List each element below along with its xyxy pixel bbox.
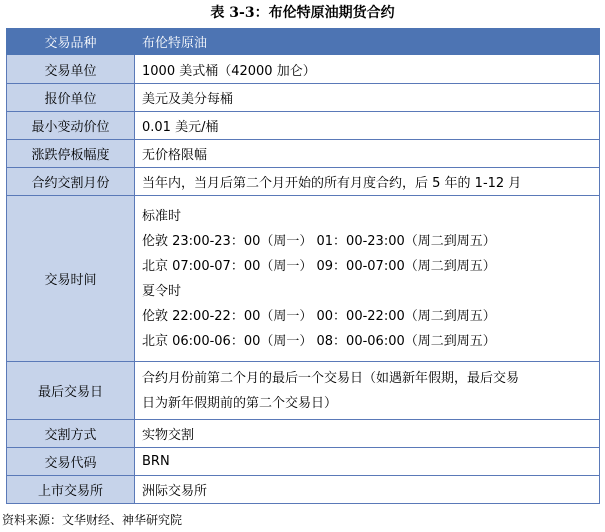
row-value: BRN bbox=[135, 448, 600, 476]
row-value: 美元及美分每桶 bbox=[135, 84, 600, 112]
row-label: 最后交易日 bbox=[7, 362, 135, 420]
row-label: 交易时间 bbox=[7, 196, 135, 362]
trading-hours-line: 北京 06:00-06：00（周一） 08：00-06:00（周二到周五） bbox=[142, 333, 496, 349]
contract-spec-table bbox=[6, 28, 600, 504]
last-trading-day-line: 合约月份前第二个月的最后一个交易日（如遇新年假期，最后交易 bbox=[142, 370, 520, 386]
table-row-exchange bbox=[7, 476, 600, 504]
row-value: 1000 美式桶（42000 加仑） bbox=[135, 55, 600, 84]
row-label: 交易代码 bbox=[7, 448, 135, 476]
row-value-multiline bbox=[135, 196, 600, 362]
trading-hours-line: 夏令时 bbox=[142, 283, 182, 299]
row-label: 上市交易所 bbox=[7, 476, 135, 504]
table-row-tick-size bbox=[7, 112, 600, 140]
row-label: 最小变动价位 bbox=[7, 112, 135, 140]
table-row-trading-hours bbox=[7, 196, 600, 362]
row-value: 当年内，当月后第二个月开始的所有月度合约，后 5 年的 1-12 月 bbox=[135, 168, 600, 196]
row-value-multiline bbox=[135, 362, 600, 420]
row-label: 交易品种 bbox=[7, 29, 135, 55]
table-row-delivery-method bbox=[7, 420, 600, 448]
table-row-product bbox=[7, 29, 600, 55]
row-label: 交易单位 bbox=[7, 55, 135, 84]
row-label: 报价单位 bbox=[7, 84, 135, 112]
trading-hours-line: 北京 07:00-07：00（周一） 09：00-07:00（周二到周五） bbox=[142, 258, 496, 274]
row-value: 布伦特原油 bbox=[135, 29, 600, 55]
trading-hours-line: 伦敦 23:00-23：00（周一） 01：00-23:00（周二到周五） bbox=[142, 233, 496, 249]
table-row-unit bbox=[7, 55, 600, 84]
row-value: 0.01 美元/桶 bbox=[135, 112, 600, 140]
row-value: 实物交割 bbox=[135, 420, 600, 448]
table-row-ticker bbox=[7, 448, 600, 476]
table-row-quote-unit bbox=[7, 84, 600, 112]
row-label: 合约交割月份 bbox=[7, 168, 135, 196]
row-value: 洲际交易所 bbox=[135, 476, 600, 504]
row-label: 交割方式 bbox=[7, 420, 135, 448]
trading-hours-line: 标准时 bbox=[142, 208, 182, 224]
last-trading-day-line: 日为新年假期前的第二个交易日） bbox=[142, 395, 338, 411]
table-title: 表 3-3：布伦特原油期货合约 bbox=[210, 5, 395, 21]
table-row-last-trading-day bbox=[7, 362, 600, 420]
trading-hours-line: 伦敦 22:00-22：00（周一） 00：00-22:00（周二到周五） bbox=[142, 308, 496, 324]
source-note: 资料来源：文华财经、神华研究院 bbox=[2, 513, 183, 527]
row-label: 涨跌停板幅度 bbox=[7, 140, 135, 168]
table-row-price-limit bbox=[7, 140, 600, 168]
table-row-delivery-months bbox=[7, 168, 600, 196]
row-value: 无价格限幅 bbox=[135, 140, 600, 168]
